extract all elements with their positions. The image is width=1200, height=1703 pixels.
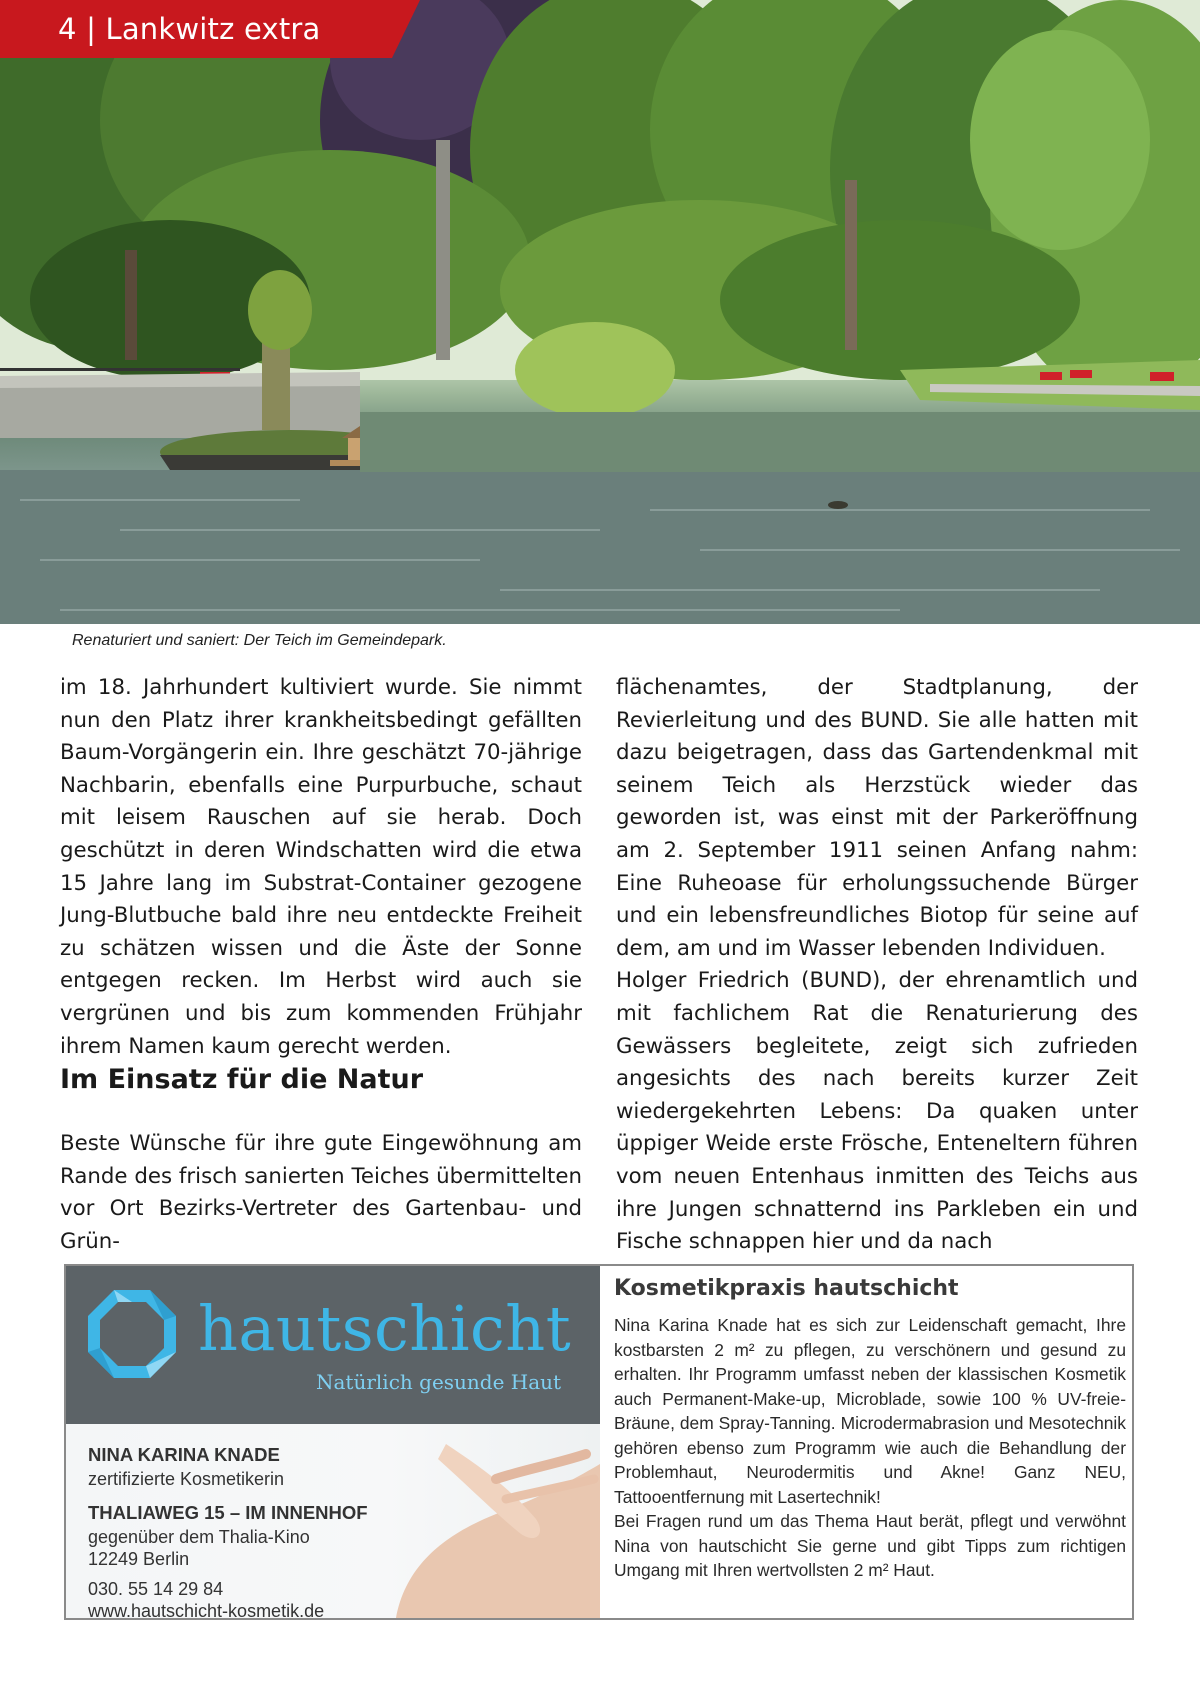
article-column-left (60, 672, 582, 1063)
octagon-logo-icon (84, 1286, 180, 1382)
ad-owner-name: NINA KARINA KNADE (88, 1444, 280, 1465)
page-label: 4 | Lankwitz extra (58, 12, 321, 46)
ad-address-line-2: 12249 Berlin (88, 1549, 190, 1569)
ad-body-2: Bei Fragen rund um das Thema Haut berät, pflegt und verwöhnt Nina von hautschicht Sie gerne und gibt Tipps zum richtigen Umgang mit Ihren wertvollsten 2 m² Haut. (614, 1511, 1126, 1580)
advertisement-box (64, 1264, 1134, 1620)
ad-phone: 030. 55 14 29 84 (88, 1579, 224, 1599)
ad-text-panel (614, 1276, 1126, 1583)
ad-tagline: Natürlich gesunde Haut (316, 1370, 562, 1394)
article-paragraph: Holger Friedrich (BUND), der ehrenamtlich und mit fachlichem Rat die Renaturierung des Gewässers begleitete, zeigt sich zufrieden angesichts des nach bereits kurzer Zeit wiedergekehrten Lebens: Da quaken unter üppiger Weide erste Frösche, Enteneltern führen vom neuen Entenhaus inmitten des Teichs aus ihre Jungen schnatternd ins Parkleben ein und Fische schnappen hier und da nach (616, 968, 1138, 1255)
article-subheading: Im Einsatz für die Natur (60, 1064, 424, 1095)
page-header (0, 0, 420, 58)
photo-caption: Renaturiert und saniert: Der Teich im Gemeindepark. (72, 632, 447, 649)
article-paragraph: Beste Wünsche für ihre gute Eingewöhnung am Rande des frisch sanierten Teiches übermittelten vor Ort Bezirks-Vertreter des Gartenbau- und Grün- (60, 1131, 582, 1254)
ad-brand-banner (66, 1266, 600, 1424)
park-pond-illustration (0, 0, 1200, 624)
ad-brand-name: hautschicht (198, 1292, 572, 1365)
ad-visual-panel (66, 1266, 600, 1621)
ad-owner-role: zertifizierte Kosmetikerin (88, 1469, 285, 1489)
article-column-right (616, 672, 1138, 1259)
article-column-left-continued (60, 1128, 582, 1258)
ad-address-line-1: gegenüber dem Thalia-Kino (88, 1527, 310, 1547)
article-paragraph: im 18. Jahrhundert kultiviert wurde. Sie nimmt nun den Platz ihrer krankheitsbedingt gefällten Baum-Vorgängerin ein. Ihre geschätzt 70-jährige Nachbarin, ebenfalls eine Purpurbuche, schaut mit leisem Rauschen auf sie herab. Doch geschützt in deren Windschatten wird die etwa 15 Jahre lang im Substrat-Container gezogene Jung-Blutbuche bald ihre neu entdeckte Freiheit zu schätzen wissen und die Äste der Sonne entgegen recken. Im Herbst wird auch sie vergrünen und bis zum kommenden Frühjahr ihrem Namen kaum gerecht werden. (60, 675, 582, 1059)
park-pond-photo (0, 0, 1200, 624)
ad-contact-panel (66, 1424, 600, 1621)
article-paragraph: flächenamtes, der Stadtplanung, der Revierleitung und des BUND. Sie alle hatten mit dazu beigetragen, dass das Gartendenkmal mit seinem Teich als Herzstück wieder das geworden ist, was einst mit der Parkeröffnung am 2. September 1911 seinen Anfang nahm: Eine Ruheoase für erholungssuchende Bürger und ein lebensfreundliches Biotop für seine auf dem, am und im Wasser lebenden Individuen. (616, 675, 1138, 961)
ad-website: www.hautschicht-kosmetik.de (88, 1601, 325, 1621)
ad-title: Kosmetikpraxis hautschicht (614, 1276, 959, 1301)
ad-street: THALIAWEG 15 – IM INNENHOF (88, 1502, 368, 1523)
ad-body: Nina Karina Knade hat es sich zur Leidenschaft gemacht, Ihre kostbarsten 2 m² zu pflegen, zu verschönern und gesund zu erhalten. Ihr Programm umfasst neben der klassischen Kosmetik auch Permanent-Make-up, Microblade, sowie 100 % UV-freie-Bräune, dem Spray-Tanning. Microdermabrasion und Mesotechnik gehören ebenso zum Programm wie auch die Behandlung der Problemhaut, Neurodermitis und Akne! Ganz NEU, Tattooentfernung mit Lasertechnik! (614, 1315, 1126, 1507)
